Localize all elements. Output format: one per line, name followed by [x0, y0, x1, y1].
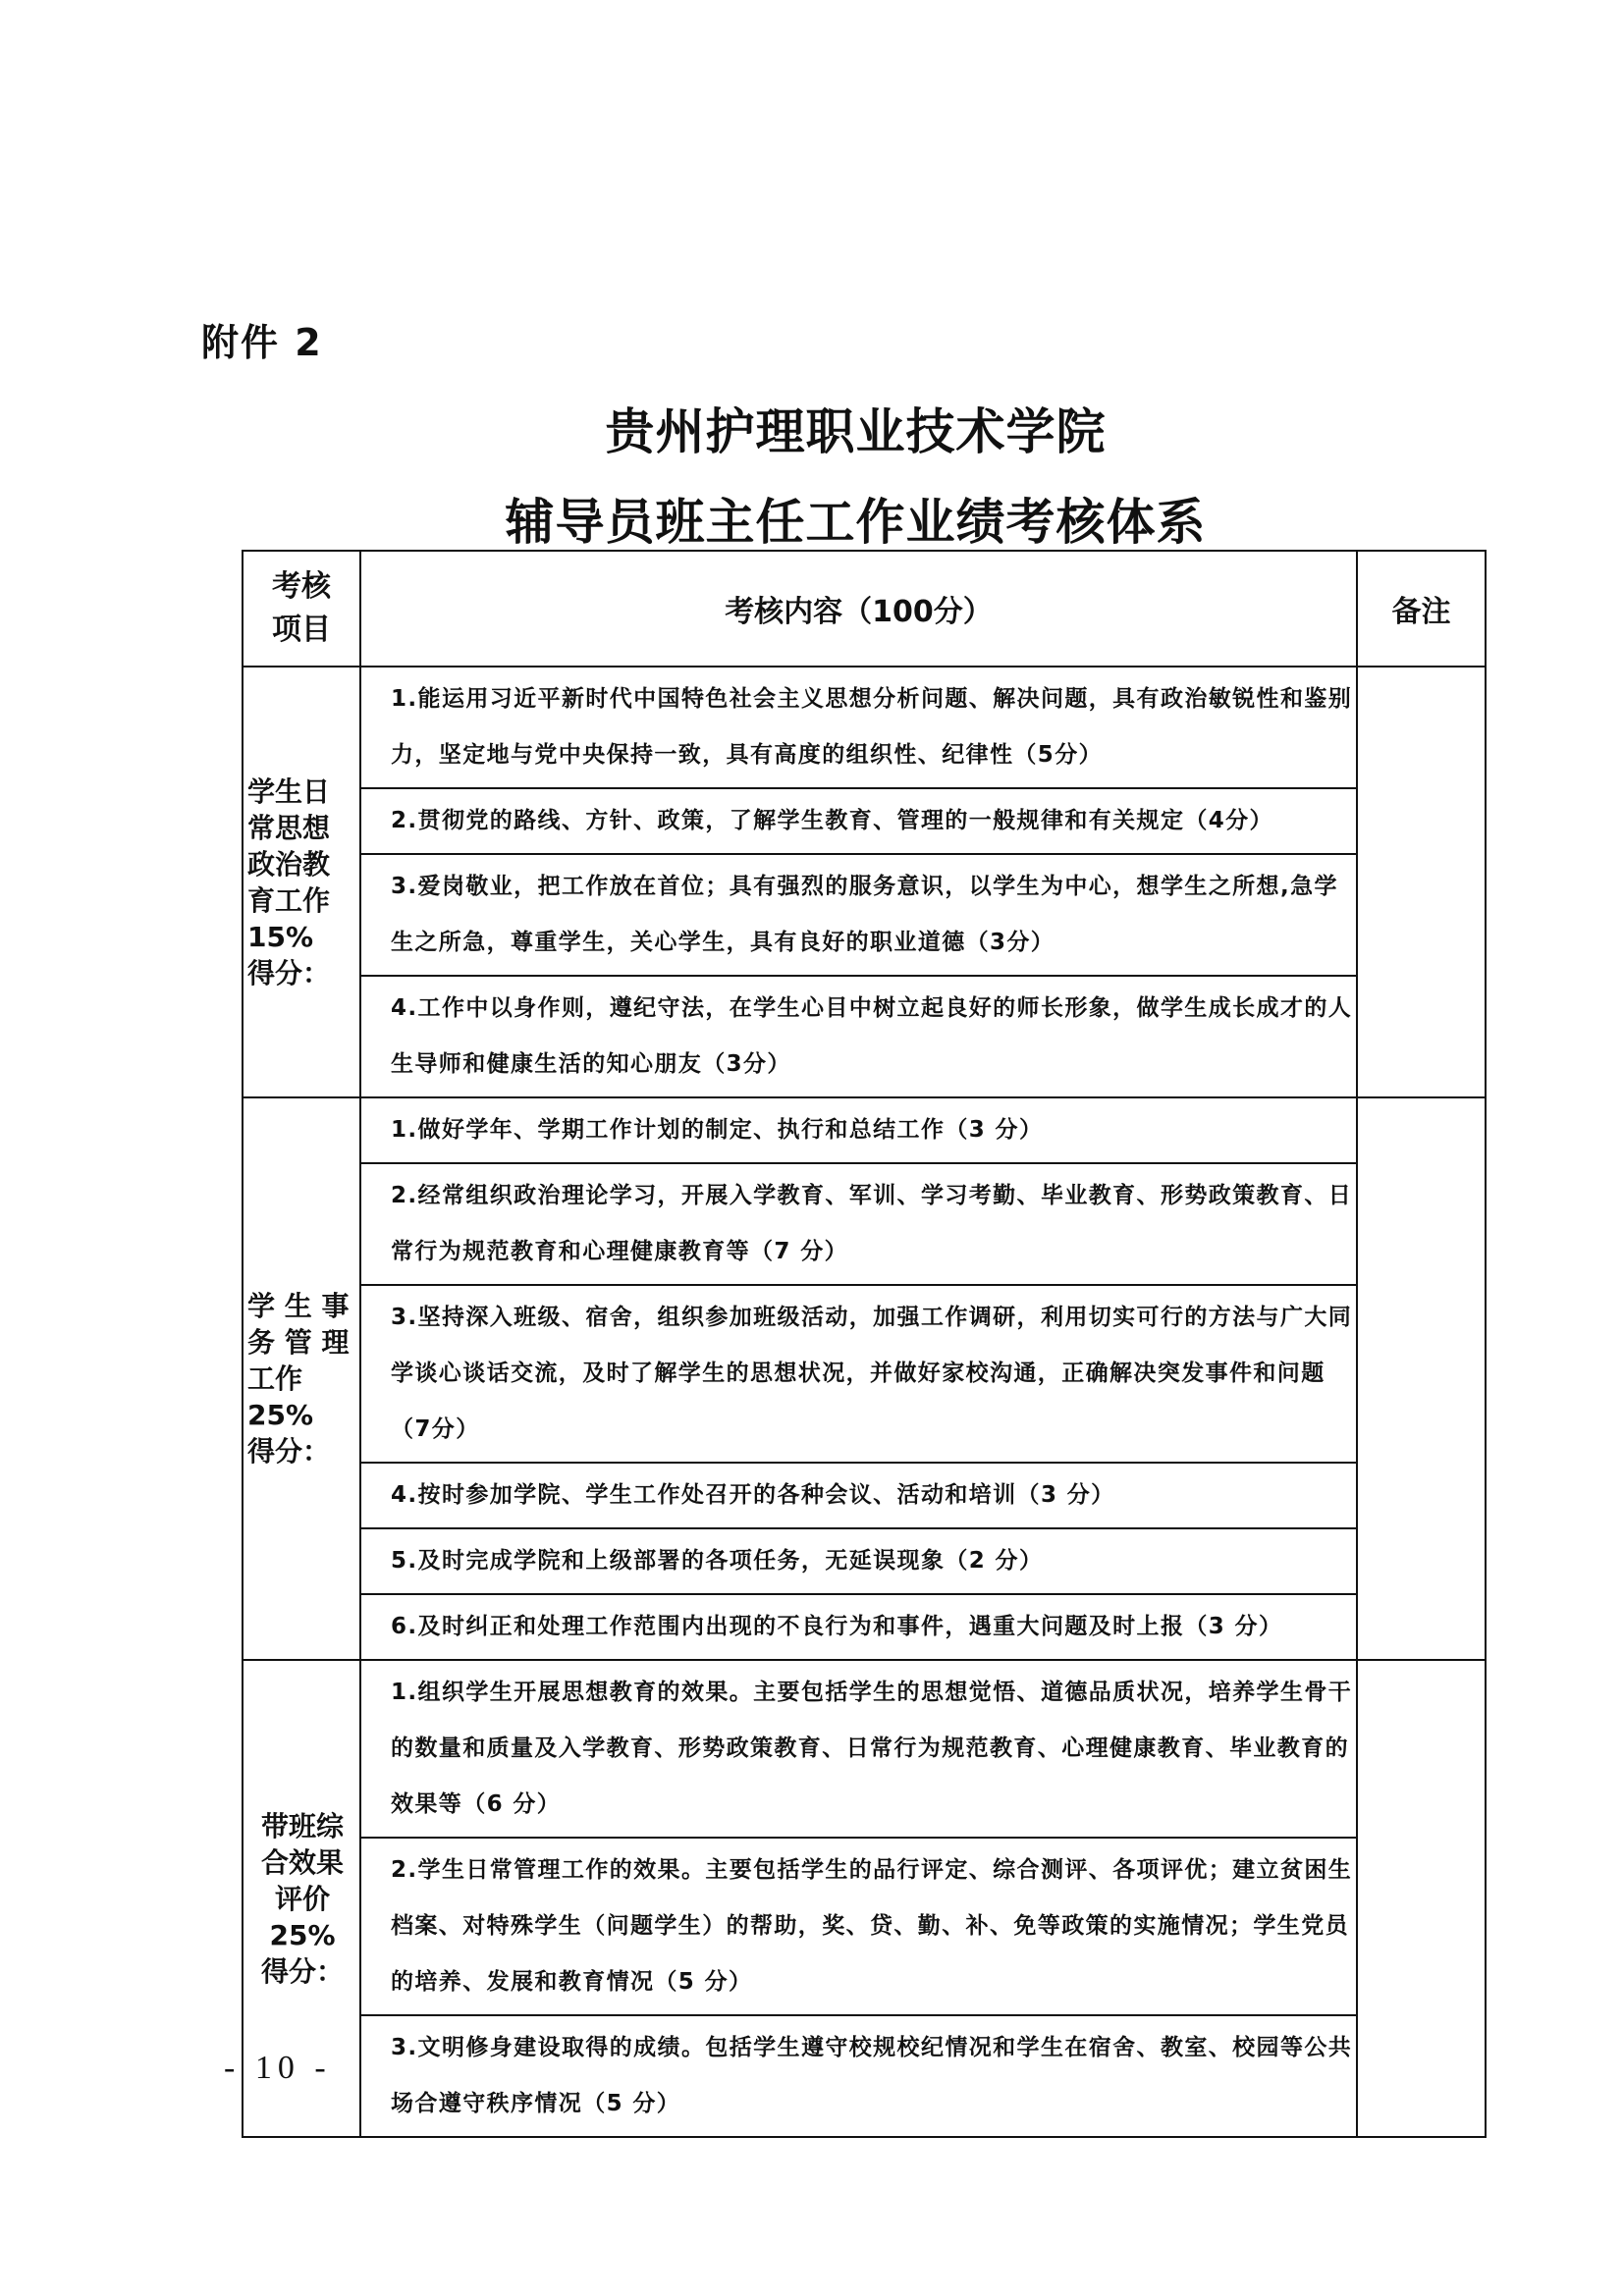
category-line: 工作 25% — [247, 1362, 314, 1431]
assessment-item: 3.文明修身建设取得的成绩。包括学生遵守校规校纪情况和学生在宿舍、教室、校园等公共场合遵守秩序情况（5 分） — [360, 2015, 1357, 2137]
assessment-item: 1.能运用习近平新时代中国特色社会主义思想分析问题、解决问题，具有政治敏锐性和鉴别力，坚定地与党中央保持一致，具有高度的组织性、纪律性（5分） — [360, 667, 1357, 788]
table-row — [243, 854, 1486, 976]
header-category-line2: 项目 — [272, 613, 331, 647]
category-line: 15% — [247, 920, 314, 953]
category-line: 带班综 — [260, 1809, 344, 1842]
assessment-item: 3.坚持深入班级、宿舍，组织参加班级活动，加强工作调研，利用切实可行的方法与广大同学谈心谈话交流，及时了解学生的思想状况，并做好家校沟通，正确解决突发事件和问题（7分） — [360, 1285, 1357, 1463]
header-category — [243, 551, 360, 667]
table-row — [243, 1463, 1486, 1528]
page-number: - 10 - — [224, 2050, 332, 2086]
assessment-item: 2.学生日常管理工作的效果。主要包括学生的品行评定、综合测评、各项评优；建立贫困生档案、对特殊学生（问题学生）的帮助，奖、贷、勤、补、免等政策的实施情况；学生党员的培养、发展和教育情况（5 分） — [360, 1838, 1357, 2015]
table-header-row — [243, 551, 1486, 667]
assessment-table — [242, 550, 1487, 2138]
category-line: 政治教 — [247, 847, 331, 881]
table-row — [243, 1838, 1486, 2015]
category-line: 育工作 — [247, 883, 331, 917]
table-row — [243, 1285, 1486, 1463]
table-row — [243, 667, 1486, 788]
category-line: 合效果 — [260, 1845, 344, 1879]
category-line: 评价 25% — [269, 1882, 336, 1951]
category-line: 得分： — [247, 956, 331, 989]
category-line: 得分： — [247, 1435, 331, 1468]
table-row — [243, 2015, 1486, 2137]
assessment-item: 2.经常组织政治理论学习，开展入学教育、军训、学习考勤、毕业教育、形势政策教育、日常行为规范教育和心理健康教育等（7 分） — [360, 1163, 1357, 1285]
document-title-institution: 贵州护理职业技术学院 — [605, 403, 1107, 460]
assessment-item: 1.组织学生开展思想教育的效果。主要包括学生的思想觉悟、道德品质状况，培养学生骨干的数量和质量及入学教育、形势政策教育、日常行为规范教育、心理健康教育、毕业教育的效果等（6 分） — [360, 1660, 1357, 1838]
table-row — [243, 1097, 1486, 1163]
table-row — [243, 1163, 1486, 1285]
assessment-item: 2.贯彻党的路线、方针、政策，了解学生教育、管理的一般规律和有关规定（4分） — [360, 788, 1357, 854]
category-line: 学生日 — [247, 774, 331, 808]
section-class-evaluation-remarks — [1357, 1660, 1486, 2137]
table-row — [243, 788, 1486, 854]
section-ideological-education-category — [243, 667, 360, 1097]
assessment-item: 4.按时参加学院、学生工作处召开的各种会议、活动和培训（3 分） — [360, 1463, 1357, 1528]
header-category-line1: 考核 — [272, 569, 331, 604]
category-line: 常思想 — [247, 811, 331, 844]
header-content: 考核内容（100分） — [360, 551, 1357, 667]
assessment-item: 5.及时完成学院和上级部署的各项任务，无延误现象（2 分） — [360, 1528, 1357, 1594]
document-title-system: 辅导员班主任工作业绩考核体系 — [505, 494, 1207, 551]
table-row — [243, 976, 1486, 1097]
category-line: 务 管 理 — [247, 1326, 350, 1359]
table-row — [243, 1660, 1486, 1838]
header-remarks: 备注 — [1357, 551, 1486, 667]
assessment-item: 6.及时纠正和处理工作范围内出现的不良行为和事件，遇重大问题及时上报（3 分） — [360, 1594, 1357, 1660]
category-line: 学 生 事 — [247, 1290, 350, 1322]
section-student-affairs-remarks — [1357, 1097, 1486, 1660]
section-student-affairs-category — [243, 1097, 360, 1660]
attachment-label: 附件 2 — [201, 321, 323, 364]
section-ideological-education-remarks — [1357, 667, 1486, 1097]
assessment-item: 1.做好学年、学期工作计划的制定、执行和总结工作（3 分） — [360, 1097, 1357, 1163]
table-row — [243, 1594, 1486, 1660]
table-row — [243, 1528, 1486, 1594]
assessment-item: 4.工作中以身作则，遵纪守法，在学生心目中树立起良好的师长形象，做学生成长成才的人生导师和健康生活的知心朋友（3分） — [360, 976, 1357, 1097]
assessment-item: 3.爱岗敬业，把工作放在首位；具有强烈的服务意识，以学生为中心，想学生之所想,急学生之所急，尊重学生，关心学生，具有良好的职业道德（3分） — [360, 854, 1357, 976]
category-line: 得分： — [260, 1954, 344, 1988]
